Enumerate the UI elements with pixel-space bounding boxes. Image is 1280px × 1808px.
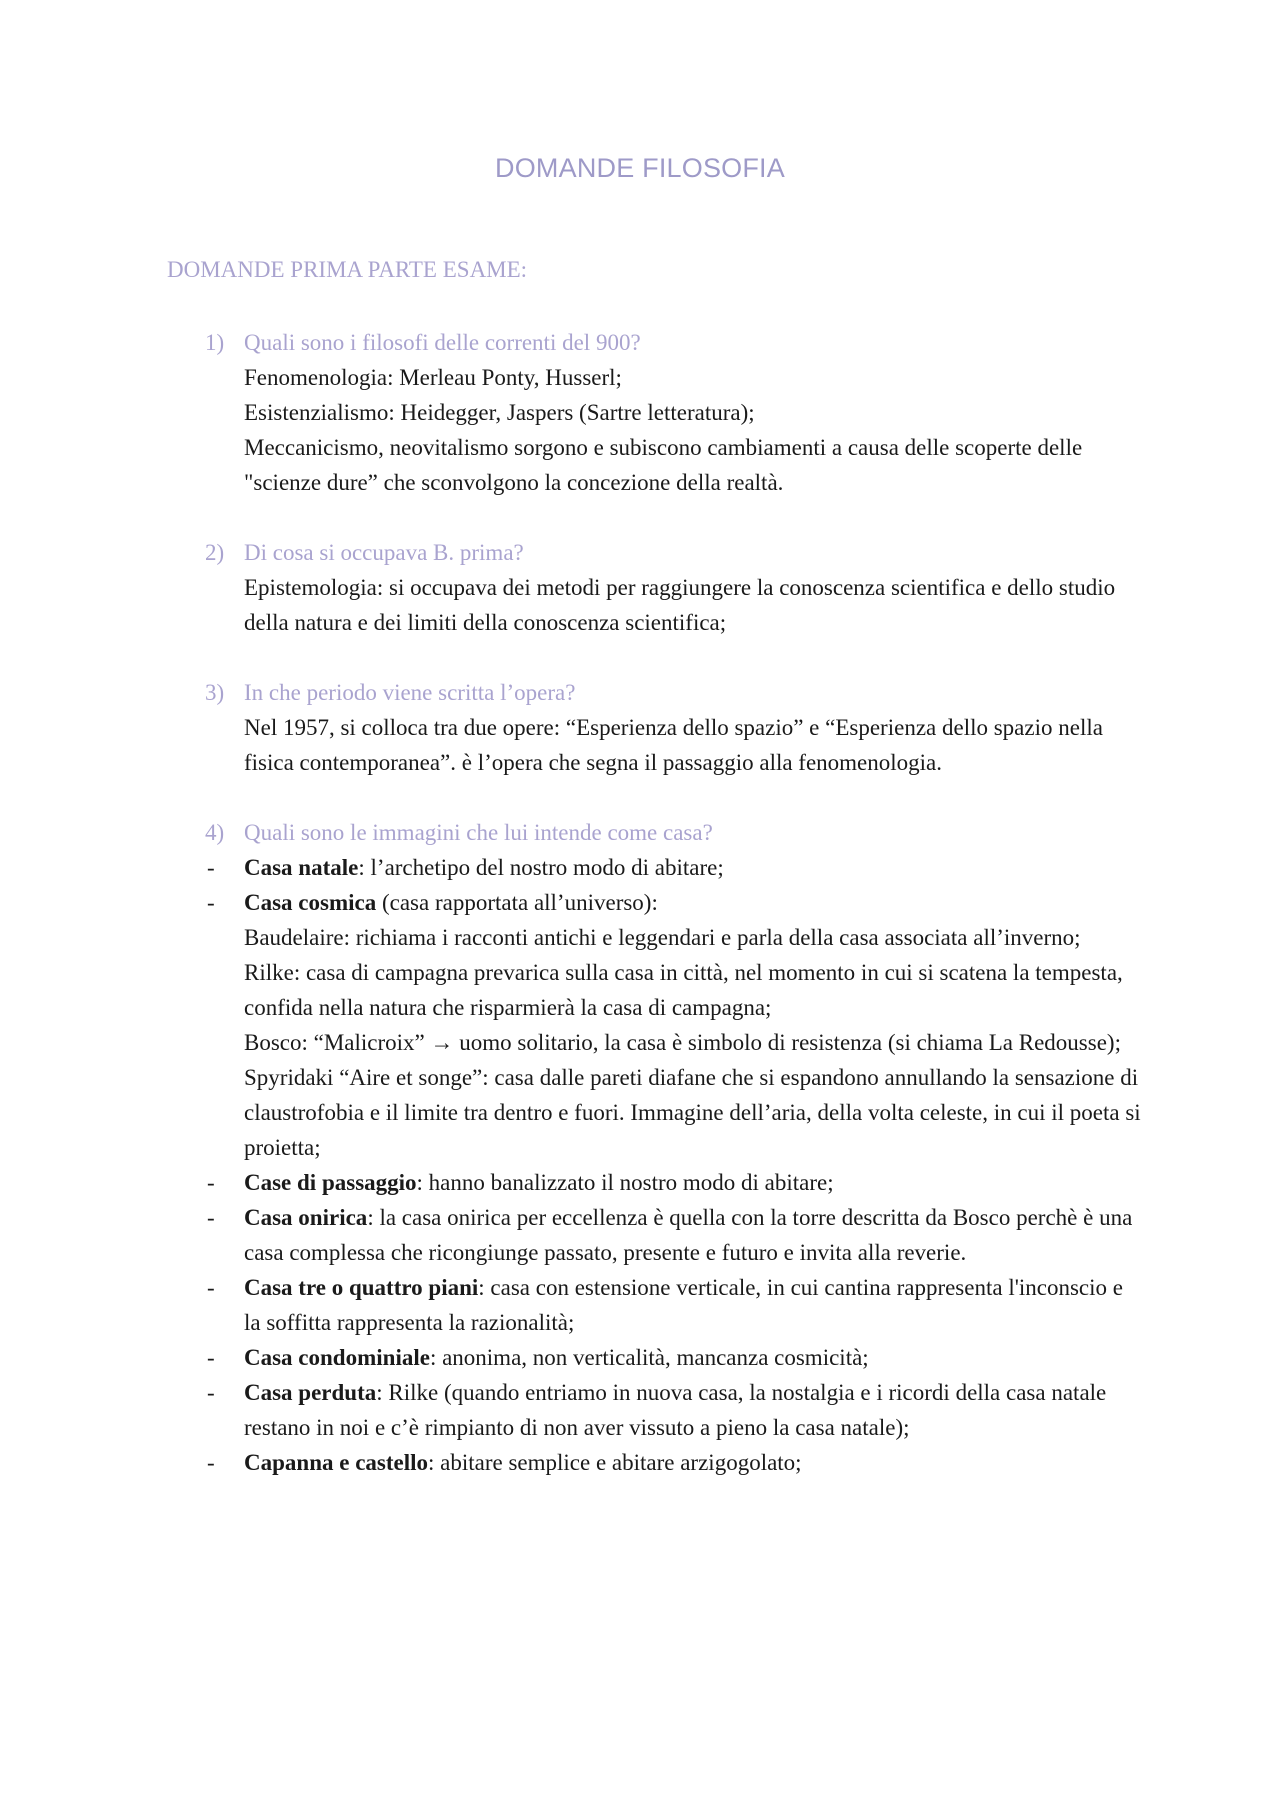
question-text: Quali sono i filosofi delle correnti del 900? [244,330,641,355]
list-desc: : Rilke (quando entriamo in nuova casa, la nostalgia e i ricordi della casa natale restano in noi e c’è rimpianto di non aver vissuto a pieno la casa natale); [244,1380,1107,1440]
document-title: DOMANDE FILOSOFIA [495,153,785,183]
list-dash: - [207,1345,215,1370]
list-subline: Baudelaire: richiama i racconti antichi e leggendari e parla della casa associata all’inverno; [244,925,1081,950]
list-desc: : anonima, non verticalità, mancanza cosmicità; [429,1345,869,1370]
list-dash: - [207,1275,215,1300]
list-dash: - [207,855,215,880]
answer-2 [0,570,1144,640]
list-dash: - [207,1170,215,1195]
list-dash: - [207,1205,215,1230]
list-item [0,885,1144,1165]
list-term: Casa perduta [244,1380,377,1405]
list-term: Casa tre o quattro piani [244,1275,479,1300]
list-term: Capanna e castello [244,1450,428,1475]
question-2 [0,535,1280,570]
list-term: Casa natale [244,855,359,880]
list-term: Case di passaggio [244,1170,417,1195]
list-subline: Spyridaki “Aire et songe”: casa dalle pareti diafane che si espandono annullando la sensazione di claustrofobia e il limite tra dentro e fuori. Immagine dell’aria, della volta celeste, in cui il poeta si proietta; [244,1065,1141,1160]
list-desc: : abitare semplice e abitare arzigogolato; [428,1450,802,1475]
list-subline: Bosco: “Malicroix” → uomo solitario, la casa è simbolo di resistenza (si chiama La Redousse); [244,1030,1121,1055]
answer-1 [0,360,1144,500]
list-item [0,1200,1144,1270]
list-subline: Rilke: casa di campagna prevarica sulla casa in città, nel momento in cui si scatena la tempesta, confida nella natura che risparmierà la casa di campagna; [244,960,1123,1020]
answer-line: Epistemologia: si occupava dei metodi per raggiungere la conoscenza scientifica e dello studio della natura e dei limiti della conoscenza scientifica; [244,575,1116,635]
list-term: Casa onirica [244,1205,368,1230]
question-3 [0,675,1280,710]
answer-3 [0,710,1144,780]
answer-line: Nel 1957, si colloca tra due opere: “Esperienza dello spazio” e “Esperienza dello spazio nella fisica contemporanea”. è l’opera che segna il passaggio alla fenomenologia. [244,715,1103,775]
document-content [0,325,1280,1480]
question-number: 4) [205,820,225,845]
answer-line: Fenomenologia: Merleau Ponty, Husserl; [244,365,622,390]
list-term: Casa cosmica [244,890,377,915]
list-item [0,1270,1144,1340]
question-text: Di cosa si occupava B. prima? [244,540,524,565]
question-1 [0,325,1280,360]
list-desc: : hanno banalizzato il nostro modo di abitare; [416,1170,834,1195]
list-desc: : la casa onirica per eccellenza è quella con la torre descritta da Bosco perchè è una casa complessa che ricongiunge passato, presente e futuro e invita alla reverie. [244,1205,1133,1265]
answer-line: Esistenzialismo: Heidegger, Jaspers (Sartre letteratura); [244,400,755,425]
question-4 [0,815,1280,850]
section-heading: DOMANDE PRIMA PARTE ESAME: [167,257,528,282]
list-item [0,1375,1144,1445]
list-dash: - [207,890,215,915]
question-number: 3) [205,680,225,705]
list-item [0,1165,1144,1200]
list-desc: : l’archetipo del nostro modo di abitare; [358,855,724,880]
answer-line: Meccanicismo, neovitalismo sorgono e subiscono cambiamenti a causa delle scoperte delle "scienze dure” che sconvolgono la concezione della realtà. [244,435,1083,495]
list-term: Casa condominiale [244,1345,430,1370]
question-number: 1) [205,330,225,355]
list-dash: - [207,1450,215,1475]
list-dash: - [207,1380,215,1405]
question-number: 2) [205,540,225,565]
list-item [0,850,1144,885]
list-item [0,1445,1144,1480]
question-text: Quali sono le immagini che lui intende come casa? [244,820,713,845]
question-text: In che periodo viene scritta l’opera? [244,680,576,705]
list-item [0,1340,1144,1375]
list-desc: : casa con estensione verticale, in cui cantina rappresenta l'inconscio e la soffitta rappresenta la razionalità; [244,1275,1123,1335]
list-desc: (casa rapportata all’universo): [376,890,658,915]
